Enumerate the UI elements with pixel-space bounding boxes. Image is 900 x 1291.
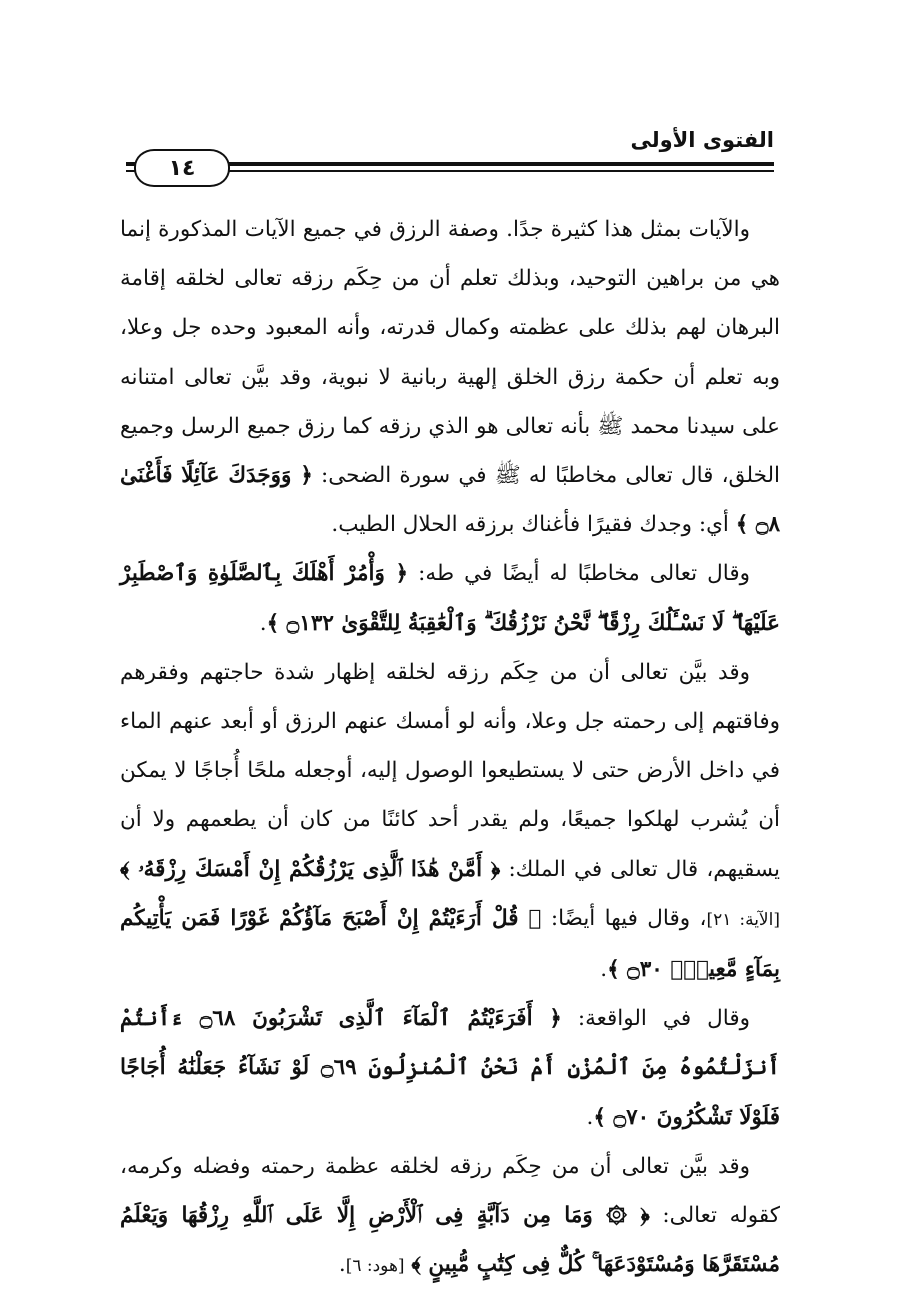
paragraph-text: وقال تعالى مخاطبًا له أيضًا في طه: [418,561,751,587]
quran-quote: ﴿ أَفَرَءَيْتُمُ ٱلْمَآءَ ٱلَّذِى تَشْرَبُونَ ۝٦٨ ءَأَنتُمْ أَنزَلْتُمُوهُ مِنَ ٱلْمُزْنِ أَمْ نَحْنُ ٱلْمُنزِلُونَ ۝٦٩ لَوْ نَشَآءُ جَعَلْنَٰهُ أُجَاجًا فَلَوْلَا تَشْكُرُونَ ۝٧٠ ﴾ [120,1006,780,1130]
quran-quote: ﴿ قُلْ أَرَءَيْتُمْ إِنْ أَصْبَحَ مَآؤُكُمْ غَوْرًا فَمَن يَأْتِيكُم بِمَآءٍ مَّعِينٍۭ ۝٣٠ ﴾ [120,905,780,983]
paragraph-text: وقد بيَّن تعالى أن من حِكَم رزقه لخلقه إظهار شدة حاجتهم وفقرهم وفاقتهم إلى رحمته جل وعلا، وأنه لو أمسك عنهم الرزق أو أبعد عنهم الماء في داخل الأرض حتى لا يستطيعوا الوصول إليه، أوجعله ملحًا أُجاجًا لا يمكن أن يُشرب لهلكوا جميعًا، ولم يقدر أحد كائنًا من كان أن يطعمهم ولا أن يسقيهم، قال تعالى في الملك: [120,659,781,882]
paragraph-4 [120,994,780,1142]
verse-reference: [هود: ٦] [345,1256,405,1277]
paragraph-text: ، وقال فيها أيضًا: [550,905,707,931]
paragraph-text: . [338,1252,346,1278]
paragraph-text: . [259,610,267,636]
paragraph-text: وقال في الواقعة: [577,1006,750,1032]
running-title: الفتوى الأولى [630,128,774,152]
quran-quote: ﴿ وَوَجَدَكَ عَآئِلًا فَأَغْنَىٰ ۝٨ ﴾ [120,463,780,538]
paragraph-text: وقد بيَّن تعالى أن من حِكَم رزقه لخلقه عظمة رحمته وفضله وكرمه، كقوله تعالى: [120,1153,780,1229]
page-number: ١٤ [134,149,230,187]
paragraph-text: . [586,1104,594,1130]
page-body [120,205,780,1291]
paragraph-text: . [600,957,608,983]
quran-quote: ﴿ ۞ وَمَا مِن دَآبَّةٍ فِى ٱلْأَرْضِ إِلَّا عَلَى ٱللَّهِ رِزْقُهَا وَيَعْلَمُ مُسْتَقَرَّهَا وَمُسْتَوْدَعَهَا ۚ كُلٌّ فِى كِتَٰبٍ مُّبِينٍ ﴾ [120,1203,780,1278]
paragraph-1 [120,205,780,549]
paragraph-text: أي: وجدك فقيرًا فأغناك برزقه الحلال الطيب. [331,512,729,538]
paragraph-2 [120,549,780,647]
paragraph-text: والآيات بمثل هذا كثيرة جدًا. وصفة الرزق في جميع الآيات المذكورة إنما هي من براهين التوحيد، وبذلك تعلم أن من حِكَم رزقه تعالى لخلقه إقامة البرهان لهم بذلك على عظمته وكمال قدرته، وأنه المعبود وحده جل وعلا، وبه تعلم أن حكمة رزق الخلق إلهية ربانية لا نبوية، وقد بيَّن تعالى امتنانه على سيدنا محمد ﷺ بأنه تعالى هو الذي رزقه كما رزق جميع الرسل وجميع الخلق، قال تعالى مخاطبًا له ﷺ في سورة الضحى: [120,217,780,489]
verse-reference: [الآية: ٢١] [706,909,780,930]
quran-quote: ﴿ أَمَّنْ هَٰذَا ٱلَّذِى يَرْزُقُكُمْ إِنْ أَمْسَكَ رِزْقَهُۥ ﴾ [120,856,501,882]
page-header [126,118,774,188]
quran-quote: ﴿ وَأْمُرْ أَهْلَكَ بِٱلصَّلَوٰةِ وَٱصْطَبِرْ عَلَيْهَا ۖ لَا نَسْـَٔلُكَ رِزْقًا ۖ نَّحْنُ نَرْزُقُكَ ۗ وَٱلْعَٰقِبَةُ لِلتَّقْوَىٰ ۝١٣٢ ﴾ [120,561,780,636]
paragraph-5 [120,1142,780,1291]
paragraph-3 [120,648,780,994]
